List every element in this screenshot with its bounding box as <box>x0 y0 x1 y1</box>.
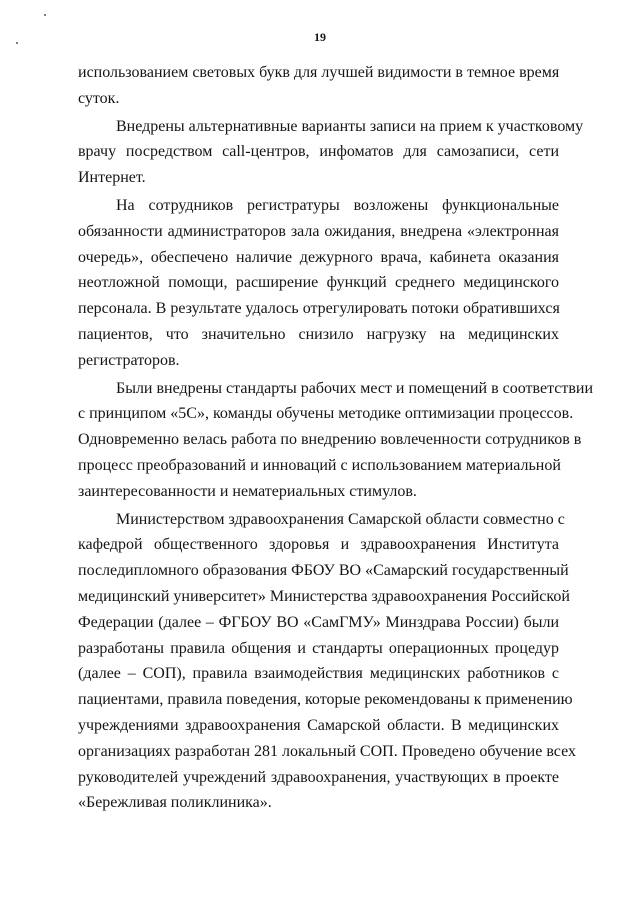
text-line: Интернет. <box>78 169 146 187</box>
text-line: обязанности администраторов зала ожидания, внедрена «электронная <box>78 222 559 240</box>
paragraph <box>78 193 559 374</box>
text-line: Были внедрены стандарты рабочих мест и помещений в соответствии <box>116 379 594 397</box>
text-line: пациентами, правила поведения, которые рекомендованы к применению <box>78 691 573 709</box>
text-line: «Бережливая поликлиника». <box>78 794 272 812</box>
text-line: использованием световых букв для лучшей видимости в темное время <box>78 64 560 81</box>
scan-mark-dot <box>44 14 46 16</box>
paragraph <box>78 507 576 817</box>
text-line: Внедрены альтернативные варианты записи на прием к участковому <box>116 117 584 135</box>
text-line: (далее – СОП), правила взаимодействия медицинских работников с <box>78 665 559 683</box>
text-line: врачу посредством call-центров, инфоматов для самозаписи, сети <box>78 143 559 161</box>
text-line: последипломного образования ФБОУ ВО «Самарский государственный <box>78 562 569 580</box>
text-line: заинтересованности и нематериальных стимулов. <box>78 482 417 500</box>
page-number: 19 <box>314 30 326 44</box>
text-line: разработаны правила общения и стандарты операционных процедур <box>78 639 559 657</box>
text-line: кафедрой общественного здоровья и здравоохранения Института <box>78 536 559 554</box>
text-line: неотложной помощи, расширение функций среднего медицинского <box>78 274 559 292</box>
text-line: медицинский университет» Министерства здравоохранения Российской <box>78 587 570 605</box>
document-body <box>78 60 594 816</box>
paragraph <box>78 60 559 112</box>
text-line: с принципом «5С», команды обучены методике оптимизации процессов. <box>78 405 574 423</box>
text-line: Федерации (далее – ФГБОУ ВО «СамГМУ» Минздрава России) были <box>78 613 559 631</box>
paragraph <box>78 114 584 191</box>
text-line: На сотрудников регистратуры возложены функциональные <box>116 196 559 214</box>
text-line: Одновременно велась работа по внедрению вовлеченности сотрудников в <box>78 431 582 449</box>
text-line: суток. <box>78 89 120 107</box>
text-line: учреждениями здравоохранения Самарской области. В медицинских <box>78 716 559 734</box>
text-line: очередь», обеспечено наличие дежурного врача, кабинета оказания <box>78 248 559 266</box>
text-line: Министерством здравоохранения Самарской области совместно с <box>116 510 565 528</box>
text-line: персонала. В результате удалось отрегулировать потоки обратившихся <box>78 300 560 318</box>
text-line: пациентов, что значительно снизило нагрузку на медицинских <box>78 325 559 343</box>
text-line: регистраторов. <box>78 351 180 369</box>
paragraph <box>78 376 594 505</box>
text-line: процесс преобразований и инноваций с использованием материальной <box>78 456 561 474</box>
text-line: руководителей учреждений здравоохранения, участвующих в проекте <box>78 768 559 786</box>
text-line: организациях разработан 281 локальный СОП. Проведено обучение всех <box>78 742 576 760</box>
